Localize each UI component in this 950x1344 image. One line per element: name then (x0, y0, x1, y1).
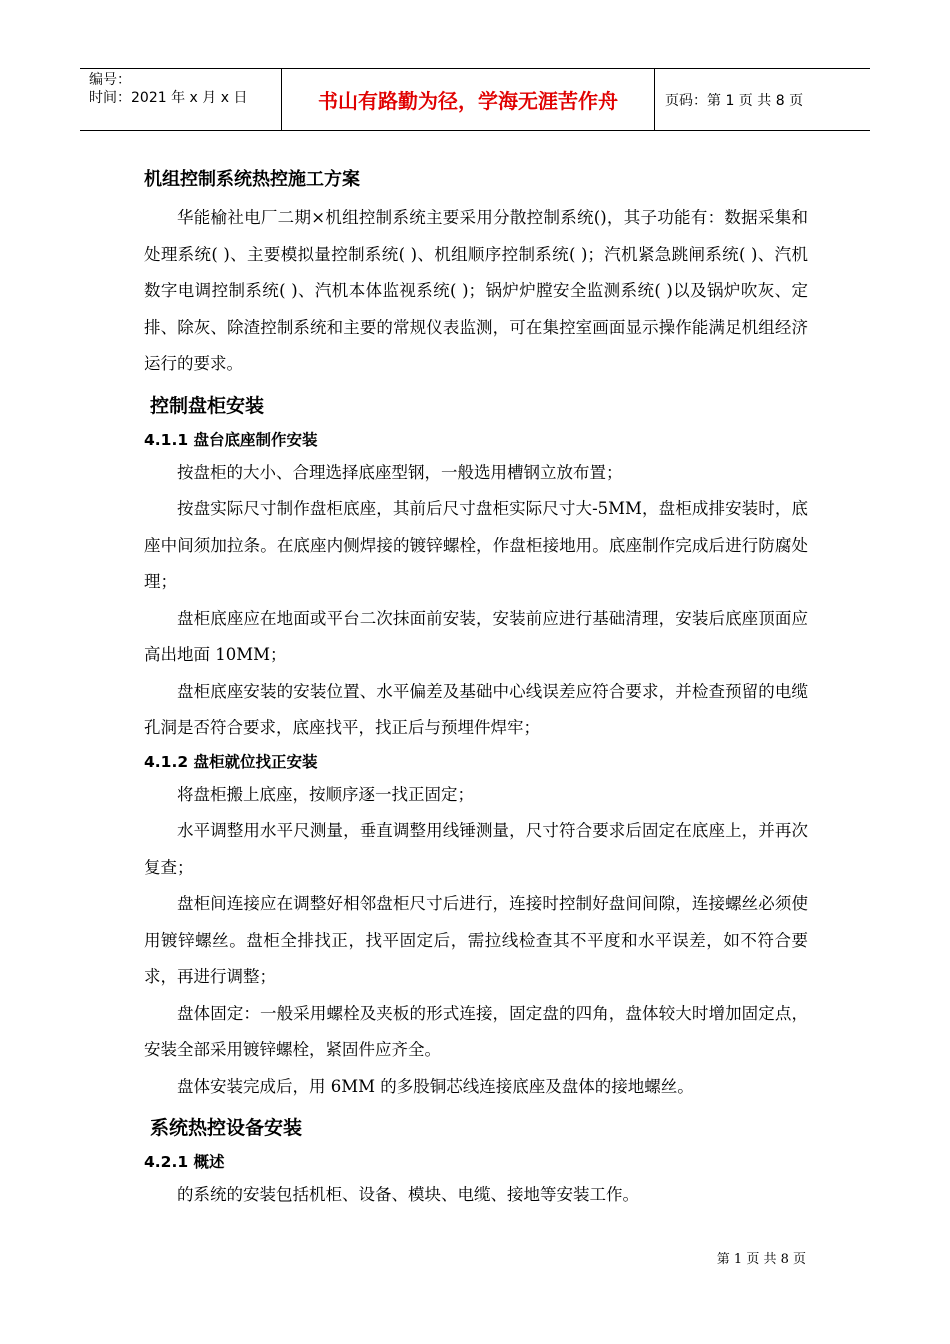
paragraph: 盘体安装完成后，用 6MM 的多股铜芯线连接底座及盘体的接地螺丝。 (177, 1076, 694, 1096)
paragraph: 按盘实际尺寸制作盘柜底座，其前后尺寸盘柜实际尺寸大-5MM，盘柜成排安装时，底座中间须加拉条。在底座内侧焊接的镀锌螺栓，作盘柜接地用。底座制作完成后进行防腐处理； (144, 499, 808, 591)
paragraph: 盘体固定：一般采用螺栓及夹板的形式连接，固定盘的四角，盘体较大时增加固定点，安装全部采用镀锌螺栓，紧固件应齐全。 (144, 1003, 808, 1059)
subsection-heading-4-1-1: 4.1.1 盘台底座制作安装 (144, 430, 318, 449)
time-label: 时间：2021 年 x 月 x 日 (89, 90, 248, 106)
subsection-heading-4-2-1: 4.2.1 概述 (144, 1153, 225, 1171)
header-table (80, 68, 870, 131)
subsection-heading-4-1-2: 4.1.2 盘柜就位找正安装 (144, 752, 318, 771)
paragraph: 盘柜底座安装的安装位置、水平偏差及基础中心线误差应符合要求，并检查预留的电缆孔洞是否符合要求，底座找平，找正后与预埋件焊牢； (144, 681, 808, 737)
section-heading-cabinet-install: 控制盘柜安装 (150, 394, 265, 417)
intro-paragraph: 华能榆社电厂二期×机组控制系统主要采用分散控制系统()，其子功能有：数据采集和处理系统( )、主要模拟量控制系统( )、机组顺序控制系统( )；汽机紧急跳闸系统( )、汽机数字电调控制系统( )、汽机本体监视系统( )；锅炉炉膛安全监测系统( )以及锅炉吹灰、定排、除灰、除渣控制系统和主要的常规仪表监测，可在集控室画面显示操作能满足机组经济运行的要求。 (144, 208, 808, 373)
number-label: 编号： (89, 72, 131, 88)
header-motto: 书山有路勤为径，学海无涯苦作舟 (282, 69, 655, 130)
paragraph: 水平调整用水平尺测量，垂直调整用线锤测量，尺寸符合要求后固定在底座上，并再次复查； (144, 821, 808, 877)
paragraph: 盘柜底座应在地面或平台二次抹面前安装，安装前应进行基础清理，安装后底座顶面应高出地面 10MM； (144, 608, 808, 664)
paragraph: 盘柜间连接应在调整好相邻盘柜尺寸后进行，连接时控制好盘间间隙，连接螺丝必须使用镀锌螺丝。盘柜全排找正，找平固定后，需拉线检查其不平度和水平误差，如不符合要求，再进行调整； (144, 894, 808, 986)
section-heading-equipment-install: 系统热控设备安装 (150, 1117, 303, 1139)
page-footer: 第 1 页 共 8 页 (716, 1252, 806, 1267)
document-body (144, 160, 808, 1214)
paragraph: 的系统的安装包括机柜、设备、模块、电缆、接地等安装工作。 (177, 1185, 639, 1204)
paragraph: 将盘柜搬上底座，按顺序逐一找正固定； (177, 784, 474, 804)
document-title: 机组控制系统热控施工方案 (144, 169, 360, 190)
header-meta (80, 69, 282, 130)
header-page-code: 页码：第 1 页 共 8 页 (665, 92, 804, 109)
paragraph: 按盘柜的大小、合理选择底座型钢，一般选用槽钢立放布置； (177, 462, 623, 482)
